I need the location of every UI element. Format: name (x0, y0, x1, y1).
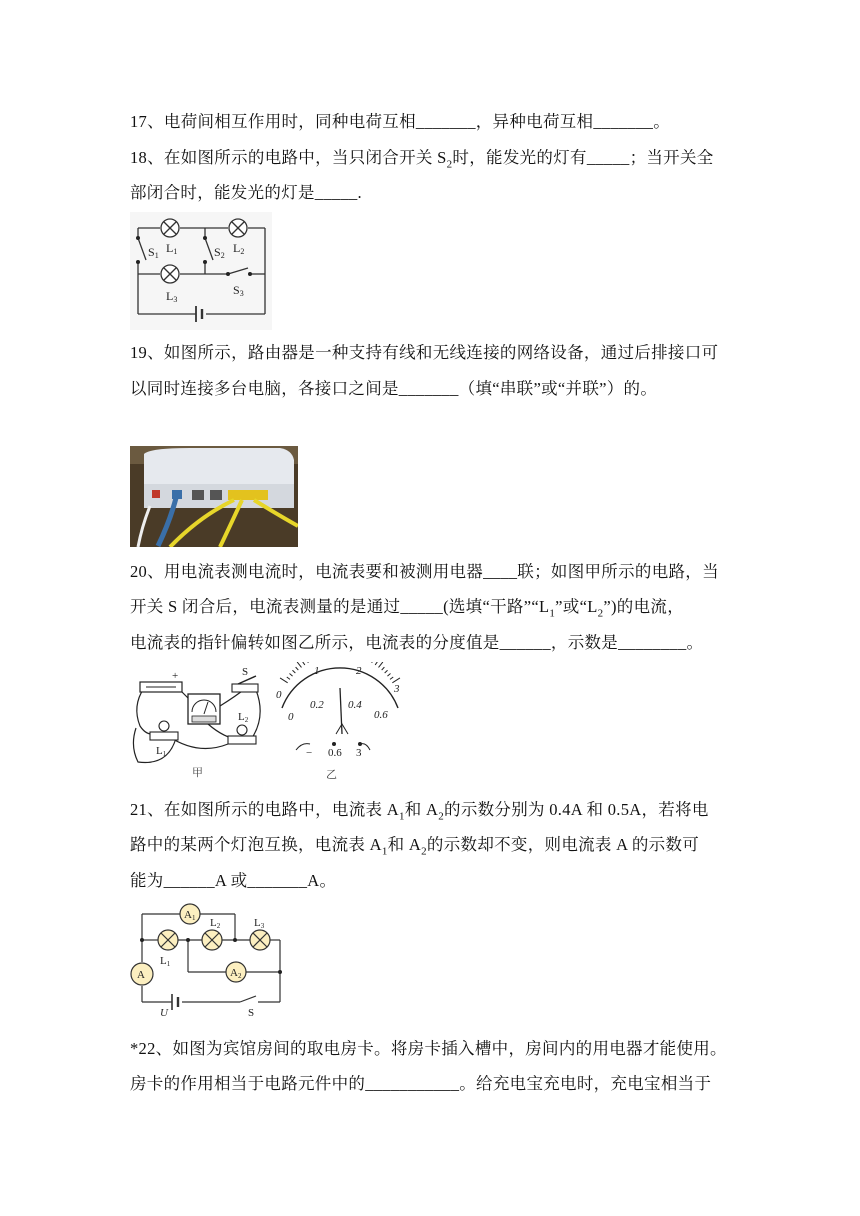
label-l3: L3 (254, 917, 265, 930)
dial-tick (379, 662, 383, 667)
caption-yi: 乙 (326, 769, 337, 781)
tick-bottom-0.2: 0.2 (310, 699, 324, 711)
svg-text:A2: A2 (230, 967, 242, 980)
q21-line3: 能为______A 或_______A。 (130, 871, 337, 890)
lamp-l2 (202, 930, 222, 950)
q20-line1: 20、用电流表测电流时，电流表要和被测用电器____联；如图甲所示的电路，当 (130, 562, 719, 581)
label-s1: S1 (148, 245, 159, 260)
switch-s (232, 684, 258, 692)
ammeter-a (131, 963, 153, 985)
svg-text:A: A (137, 969, 145, 981)
label-s: S (242, 666, 249, 678)
dial-tick (297, 662, 301, 667)
label-l3: L3 (166, 289, 178, 304)
terminal-minus: − (306, 747, 313, 759)
circuit-jia-figure (128, 666, 268, 781)
label-l2: L2 (233, 241, 245, 256)
q20-line2-pre: 开关 S 闭合后，电流表测量的是通过_____(选填“干路”“L (130, 597, 550, 616)
dial-tick (303, 662, 305, 665)
terminal-3: 3 (356, 747, 362, 759)
caption-jia: 甲 (192, 767, 203, 779)
dial-tick (382, 667, 385, 670)
label-l1: L1 (166, 241, 178, 256)
q18-line1-post: 时，能发光的灯有_____；当开关全 (452, 148, 714, 167)
q21-line1-post: 的示数分别为 0.4A 和 0.5A，若将电 (444, 800, 709, 819)
q22-line1: *22、如图为宾馆房间的取电房卡。将房卡插入槽中，房间内的用电器才能使用。 (130, 1039, 727, 1058)
dial-tick (296, 667, 299, 670)
ammeter-a2 (226, 962, 246, 982)
tick-top-1: 1 (314, 665, 320, 677)
q21-line2-pre: 路中的某两个灯泡互换，电流表 A (130, 835, 382, 854)
lamp-l1 (158, 930, 178, 950)
tick-bottom-0.6: 0.6 (374, 709, 388, 721)
q20-line2-sub1: 1 (549, 607, 556, 620)
dial-tick (280, 678, 288, 683)
q20-line2-mid: ”或“L (555, 597, 598, 616)
q21-line2-sub1: 1 (381, 845, 388, 858)
ammeter-dial-figure (270, 662, 410, 782)
label-l2: L2 (238, 711, 249, 724)
q21-line2-sub2: 2 (421, 845, 427, 858)
ammeter-a1 (180, 904, 200, 924)
dial-tick (287, 677, 290, 679)
q21-line2 (130, 835, 699, 861)
svg-text:A1: A1 (184, 909, 196, 922)
tick-top-2: 2 (356, 665, 362, 677)
q20-line2-sub2: 2 (597, 607, 604, 620)
q21-line2-mid: 和 A (387, 835, 422, 854)
dial-tick (375, 662, 377, 665)
dial-tick (372, 662, 374, 663)
q22-line2: 房卡的作用相当于电路元件中的___________。给充电宝充电时，充电宝相当于 (130, 1074, 712, 1093)
q20-line2 (130, 597, 684, 623)
q20-line2-post: ”)的电流， (603, 597, 685, 616)
terminal-0.6: 0.6 (328, 747, 342, 759)
lamp-holder-l2 (228, 736, 256, 744)
dial-tick (290, 674, 293, 677)
lamp-l3 (161, 265, 179, 283)
label-s2: S2 (214, 245, 225, 260)
tick-top-0: 0 (276, 689, 282, 701)
dial-tick (390, 677, 393, 679)
lamp-l2 (229, 219, 247, 237)
q18-line1-pre: 18、在如图所示的电路中，当只闭合开关 S (130, 148, 447, 167)
q18-line1 (130, 148, 714, 174)
q21-circuit-figure (130, 900, 285, 1018)
q21-line1-pre: 21、在如图所示的电路中，电流表 A (130, 800, 399, 819)
tick-bottom-0.4: 0.4 (348, 699, 362, 711)
lamp-holder-l1 (150, 732, 178, 740)
q20-line3: 电流表的指针偏转如图乙所示，电流表的分度值是______，示数是________。 (130, 633, 704, 652)
lamp-l1 (161, 219, 179, 237)
q19-line1: 19、如图所示，路由器是一种支持有线和无线连接的网络设备，通过后排接口可 (130, 343, 719, 362)
dial-tick (292, 670, 295, 673)
label-u: U (160, 1007, 168, 1018)
q21-line1 (130, 800, 709, 826)
q21-line1-mid: 和 A (404, 800, 439, 819)
q18-line2: 部闭合时，能发光的灯是_____. (130, 183, 362, 202)
q17-line1: 17、电荷间相互作用时，同种电荷互相_______，异种电荷互相_______。 (130, 112, 670, 131)
q21-line2-post: 的示数却不变，则电流表 A 的示数可 (426, 835, 700, 854)
label-s3: S3 (233, 283, 244, 298)
q18-circuit-figure (130, 212, 272, 330)
label-l1: L1 (156, 745, 167, 758)
q21-line1-sub2: 2 (438, 810, 445, 823)
dial-tick (387, 674, 390, 677)
label-l1: L1 (160, 955, 171, 968)
q19-line2: 以同时连接多台电脑，各接口之间是_______（填“串联”或“并联”）的。 (130, 379, 658, 398)
battery-plus-label: + (172, 670, 179, 682)
label-l2: L2 (210, 917, 221, 930)
dial-tick (385, 670, 388, 673)
router-photo (130, 446, 298, 547)
q21-line1-sub1: 1 (398, 810, 405, 823)
label-s: S (248, 1007, 255, 1018)
tick-top-3: 3 (394, 683, 400, 695)
lamp-l3 (250, 930, 270, 950)
dial-tick (306, 662, 308, 663)
q18-line1-sub: 2 (446, 158, 453, 171)
tick-bottom-0: 0 (288, 711, 294, 723)
